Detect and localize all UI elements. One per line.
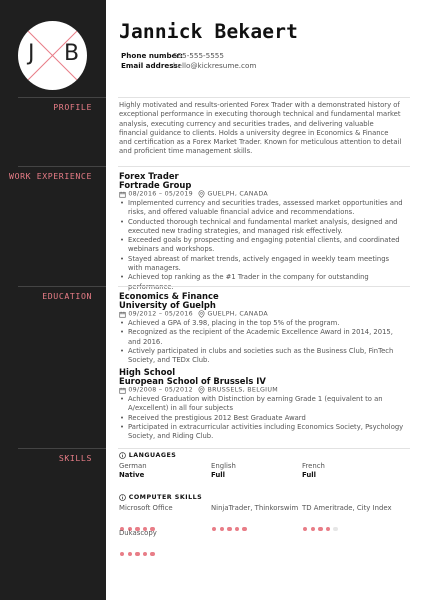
- rating-dot-filled: [135, 552, 139, 556]
- skill-rating: [120, 516, 158, 521]
- sidebar-divider: [18, 166, 106, 167]
- avatar: [18, 21, 87, 90]
- rating-dot-filled: [318, 527, 322, 531]
- sidebar-divider: [18, 448, 106, 449]
- rating-dot-filled: [150, 552, 154, 556]
- job-title: Forex Trader: [119, 171, 179, 181]
- section-label-skills: SKILLS: [58, 453, 92, 463]
- section-label-work: WORK EXPERIENCE: [9, 171, 92, 181]
- calendar-icon: [119, 311, 126, 318]
- rating-dot-filled: [143, 552, 147, 556]
- info-icon: [119, 494, 126, 501]
- languages-heading: [119, 452, 176, 460]
- location-pin-icon: [198, 386, 205, 394]
- avatar-initial-first: J: [28, 41, 35, 66]
- sidebar: [0, 0, 106, 600]
- language-name: English: [211, 462, 236, 470]
- list-item: • Achieved Graduation with Distinction by earning Grade 1 (equivalent to an A/excellent) in all four subjects: [119, 395, 405, 414]
- rating-dot-filled: [220, 527, 224, 531]
- education-school: University of Guelph: [119, 300, 216, 310]
- list-item: • Exceeded goals by prospecting and engaging potential clients, and coordinated webinars and workshops.: [119, 236, 405, 255]
- list-item: • Participated in extracurricular activities including Economics Society, Psychology Society, and Riding Club.: [119, 423, 405, 442]
- phone-label: Phone number:: [121, 51, 183, 60]
- education-degree: Economics & Finance: [119, 291, 219, 301]
- list-item: • Implemented currency and securities trades, assessed market opportunities and risks, and offered valuable financial advice and recommendations.: [119, 199, 405, 218]
- section-label-profile: PROFILE: [53, 102, 92, 112]
- skill-rating: [303, 516, 341, 521]
- education-dates: 09/2008 – 05/2012: [128, 386, 193, 394]
- education-location: GUELPH, CANADA: [207, 310, 268, 318]
- job-bullets: [119, 199, 405, 292]
- education-bullets: [119, 319, 405, 365]
- education-school: European School of Brussels IV: [119, 376, 266, 386]
- main-content: [106, 0, 424, 600]
- job-meta: [119, 190, 268, 198]
- candidate-name: Jannick Bekaert: [119, 20, 299, 43]
- education-dates: 09/2012 – 05/2016: [128, 310, 193, 318]
- skill-name: TD Ameritrade, City Index: [302, 504, 392, 512]
- education-bullets: [119, 395, 405, 441]
- rating-dot-filled: [326, 527, 330, 531]
- section-divider: [118, 166, 410, 167]
- contact-email: [121, 61, 256, 70]
- job-company: Fortrade Group: [119, 180, 192, 190]
- skill-name: Dukascopy: [119, 529, 157, 537]
- rating-dot-filled: [227, 527, 231, 531]
- sidebar-divider: [18, 97, 106, 98]
- rating-dot-filled: [120, 552, 124, 556]
- skill-rating: [120, 541, 158, 546]
- section-label-education: EDUCATION: [42, 291, 92, 301]
- sidebar-divider: [18, 286, 106, 287]
- email-value[interactable]: hello@kickresume.com: [173, 61, 257, 70]
- profile-summary: Highly motivated and results-oriented Forex Trader with a demonstrated history of exceptional performance in executing thorough technical and fundamental market analysis, executing currency and securities trades, and delivering valuable financial guidance to clients. Holds a university degree in Economics & Finance and certification as a Forex Market Trader. Known for meticulous attention to detail and proficient time management skills.: [119, 101, 402, 156]
- section-divider: [118, 97, 410, 98]
- info-icon: [119, 452, 126, 459]
- rating-dot-filled: [235, 527, 239, 531]
- list-item: • Actively participated in clubs and societies such as the Business Club, FinTech Society, and TEDx Club.: [119, 347, 405, 366]
- list-item: • Recognized as the recipient of the Academic Excellence Award in 2014, 2015, and 2016.: [119, 328, 405, 347]
- skill-name: Microsoft Office: [119, 504, 173, 512]
- education-location: BRUSSELS, BELGIUM: [207, 386, 278, 394]
- rating-dot-filled: [311, 527, 315, 531]
- location-pin-icon: [198, 190, 205, 198]
- list-item: • Achieved a GPA of 3.98, placing in the top 5% of the program.: [119, 319, 405, 328]
- section-divider: [118, 286, 410, 287]
- rating-dot-filled: [212, 527, 216, 531]
- languages-label: LANGUAGES: [128, 452, 177, 459]
- job-dates: 08/2016 – 05/2019: [128, 190, 193, 198]
- education-meta: [119, 386, 278, 394]
- calendar-icon: [119, 191, 126, 198]
- list-item: • Achieved top ranking as the #1 Trader in the company for outstanding: [119, 273, 405, 292]
- phone-value: 555-555-5555: [173, 51, 224, 60]
- calendar-icon: [119, 387, 126, 394]
- education-degree: High School: [119, 367, 176, 377]
- language-level: Native: [119, 471, 145, 479]
- language-level: Full: [211, 471, 225, 479]
- language-level: Full: [302, 471, 316, 479]
- computer-skills-heading: [119, 494, 202, 502]
- computer-skills-label: COMPUTER SKILLS: [128, 494, 203, 501]
- rating-dot-empty: [333, 527, 337, 531]
- contact-phone: [121, 51, 224, 60]
- section-divider: [118, 448, 410, 449]
- rating-dot-filled: [128, 552, 132, 556]
- list-item: • Received the prestigious 2012 Best Graduate Award: [119, 414, 405, 423]
- list-item: • Stayed abreast of market trends, actively engaged in weekly team meetings with managers.: [119, 255, 405, 274]
- education-meta: [119, 310, 268, 318]
- list-item: • Conducted thorough technical and fundamental market analysis, designed and executed new trading strategies, and managed risk effectively.: [119, 218, 405, 237]
- avatar-initial-last: B: [64, 41, 80, 66]
- language-name: French: [302, 462, 325, 470]
- skill-rating: [212, 516, 250, 521]
- email-label: Email address:: [121, 61, 181, 70]
- language-name: German: [119, 462, 147, 470]
- rating-dot-filled: [303, 527, 307, 531]
- job-location: GUELPH, CANADA: [207, 190, 268, 198]
- rating-dot-filled: [242, 527, 246, 531]
- skill-name: NinjaTrader, Thinkorswim: [211, 504, 299, 512]
- location-pin-icon: [198, 310, 205, 318]
